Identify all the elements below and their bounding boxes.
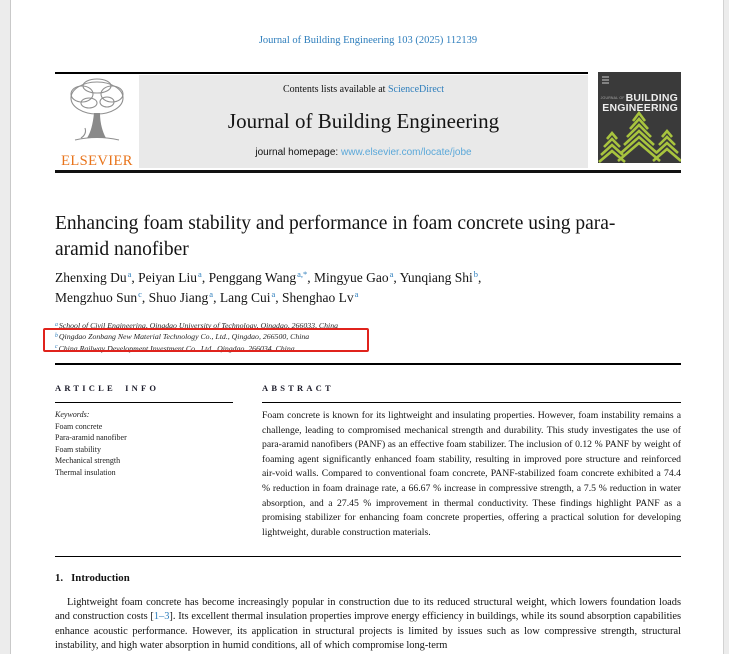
author-name: Yunqiang Shi <box>399 270 473 285</box>
author-list: Zhenxing Du$^a$, Peiyan Liu$^a$, Penggang Wang$^{a,*}$, Mingyue Gao$^a$, Yunqiang Shi$^b$, Mengzhuo Sun$^c$, Shuo Jiang$^a$, Lang Cui$^a$, Shenghao Lv$^a$ <box>55 269 482 305</box>
cover-title-line2: ENGINEERING <box>602 102 678 114</box>
keyword-item: Foam stability <box>55 444 101 454</box>
section-name: Introduction <box>71 572 130 584</box>
elsevier-tree-icon <box>63 76 131 146</box>
author-name: Zhenxing Du <box>55 270 127 285</box>
keyword-item: Thermal insulation <box>55 467 116 477</box>
homepage-label: journal homepage: <box>255 147 341 158</box>
keywords-block <box>55 409 240 478</box>
homepage-link[interactable]: www.elsevier.com/locate/jobe <box>341 147 472 158</box>
page-left-margin <box>0 0 11 654</box>
abstract-rule <box>262 402 681 403</box>
keywords-label: Keywords: <box>55 410 90 419</box>
contents-line <box>283 84 444 95</box>
abstract-text: Foam concrete is known for its lightweight and insulating properties. However, foam instability remains a challenge, leading to compromised mechanical strength and durability. This study investigates the use of para-aramid nanofibers (PANF) as an effective foam stabilizer. The inclusion of 0.12 % PANF by weight of foaming agent significantly enhanced foam stability, resulting in improved pore structure and reinforced air-void walls. Compared to conventional foam concrete, PANF-stabilized foam concrete exhibited a 74.4 % reduction in foam drainage rate, a 66.67 % increase in compressive strength, a 7.5 % reduction in water absorption, and a 27.45 % improvement in thermal conductivity. These findings highlight PANF as a promising stabilizer for enhancing foam concrete properties, offering a practical solution for developing lightweight, durable construction materials. <box>262 410 681 538</box>
elsevier-wordmark: ELSEVIER <box>61 153 133 169</box>
author-name: Mingyue Gao <box>314 270 389 285</box>
keyword-item: Mechanical strength <box>55 456 121 466</box>
cover-title-line1: BUILDING <box>625 92 678 104</box>
affiliation-text: China Railway Development Investment Co., Ltd., Qingdao, 266034, China <box>58 343 295 353</box>
cover-trees-icon <box>598 106 681 163</box>
article-info-rule <box>55 402 233 403</box>
header-top-rule <box>55 72 588 74</box>
affiliation-marker: a <box>55 321 58 328</box>
info-section-bottom-rule <box>55 556 681 557</box>
keyword-item: Foam concrete <box>55 421 103 431</box>
running-head-citation: Journal of Building Engineering 103 (2025) 112139 <box>258 35 478 46</box>
author-affiliation-marker: a,* <box>297 269 308 279</box>
author-name: Lang Cui <box>219 289 271 305</box>
affiliation-line <box>55 321 615 332</box>
homepage-line <box>255 147 471 158</box>
author-affiliation-marker: c <box>138 288 142 299</box>
contents-prefix: Contents lists available at <box>282 84 388 95</box>
author-name: Shuo Jiang <box>148 289 209 305</box>
reference-link[interactable]: 1–3 <box>153 611 170 623</box>
info-section-top-rule <box>55 363 681 365</box>
author-name: Penggang Wang <box>208 270 297 285</box>
cover-publisher-mark-icon <box>602 76 610 86</box>
introduction-heading <box>55 572 130 584</box>
journal-banner <box>139 75 588 168</box>
header-bottom-rule <box>55 170 681 173</box>
affiliation-line <box>55 332 615 343</box>
affiliation-list <box>55 321 615 355</box>
author-name: Shenghao Lv <box>281 289 354 305</box>
sciencedirect-link[interactable]: ScienceDirect <box>387 84 445 95</box>
affiliation-text: School of Civil Engineering, Qingdao University of Technology, Qingdao, 266033, China <box>58 321 338 330</box>
author-affiliation-marker: a <box>198 269 202 279</box>
page-right-margin <box>723 0 729 654</box>
introduction-paragraph <box>55 596 681 654</box>
article-title: Enhancing foam stability and performance in foam concrete using para-aramid nanofiber <box>55 213 616 260</box>
journal-cover-thumbnail[interactable] <box>598 72 681 170</box>
author-affiliation-marker: b <box>473 269 479 279</box>
author-affiliation-marker: a <box>389 269 394 279</box>
article-info-heading: ARTICLE INFO <box>55 383 160 393</box>
intro-text-before-ref: Lightweight foam concrete has become increasingly popular in construction due to its reduced structural weight, which lowers foundation loads and construction costs [ <box>55 597 681 623</box>
keyword-item: Para-aramid nanofiber <box>55 433 127 443</box>
affiliation-line <box>55 344 615 355</box>
intro-text-after-ref: ]. Its excellent thermal insulation properties improve energy efficiency in buildings, while its sound absorption capabilities enhance acoustic performance. However, its application in structural projects is limited by issues such as low compressive strength, structural instability, and high water absorption in humid conditions, all of which compromise long-term <box>55 611 681 652</box>
cover-kicker: JOURNAL OF <box>600 96 625 100</box>
affiliation-marker: c <box>55 344 58 351</box>
keywords-list <box>55 421 240 479</box>
author-affiliation-marker: a <box>209 288 214 299</box>
cover-bottom-strip <box>598 163 681 170</box>
abstract-heading: ABSTRACT <box>262 383 334 393</box>
author-name: Peiyan Liu <box>138 270 198 285</box>
author-name: Mengzhuo Sun <box>55 289 138 305</box>
elsevier-logo[interactable] <box>55 76 139 168</box>
author-affiliation-marker: a <box>354 288 359 299</box>
section-number: 1. <box>55 572 64 584</box>
author-affiliation-marker: a <box>271 288 276 299</box>
affiliation-text: Qingdao Zonbang New Material Technology Co., Ltd., Qingdao, 266500, China <box>58 332 310 342</box>
affiliation-marker: b <box>55 332 58 339</box>
journal-title: Journal of Building Engineering <box>227 108 500 133</box>
author-affiliation-marker: a <box>127 269 132 279</box>
